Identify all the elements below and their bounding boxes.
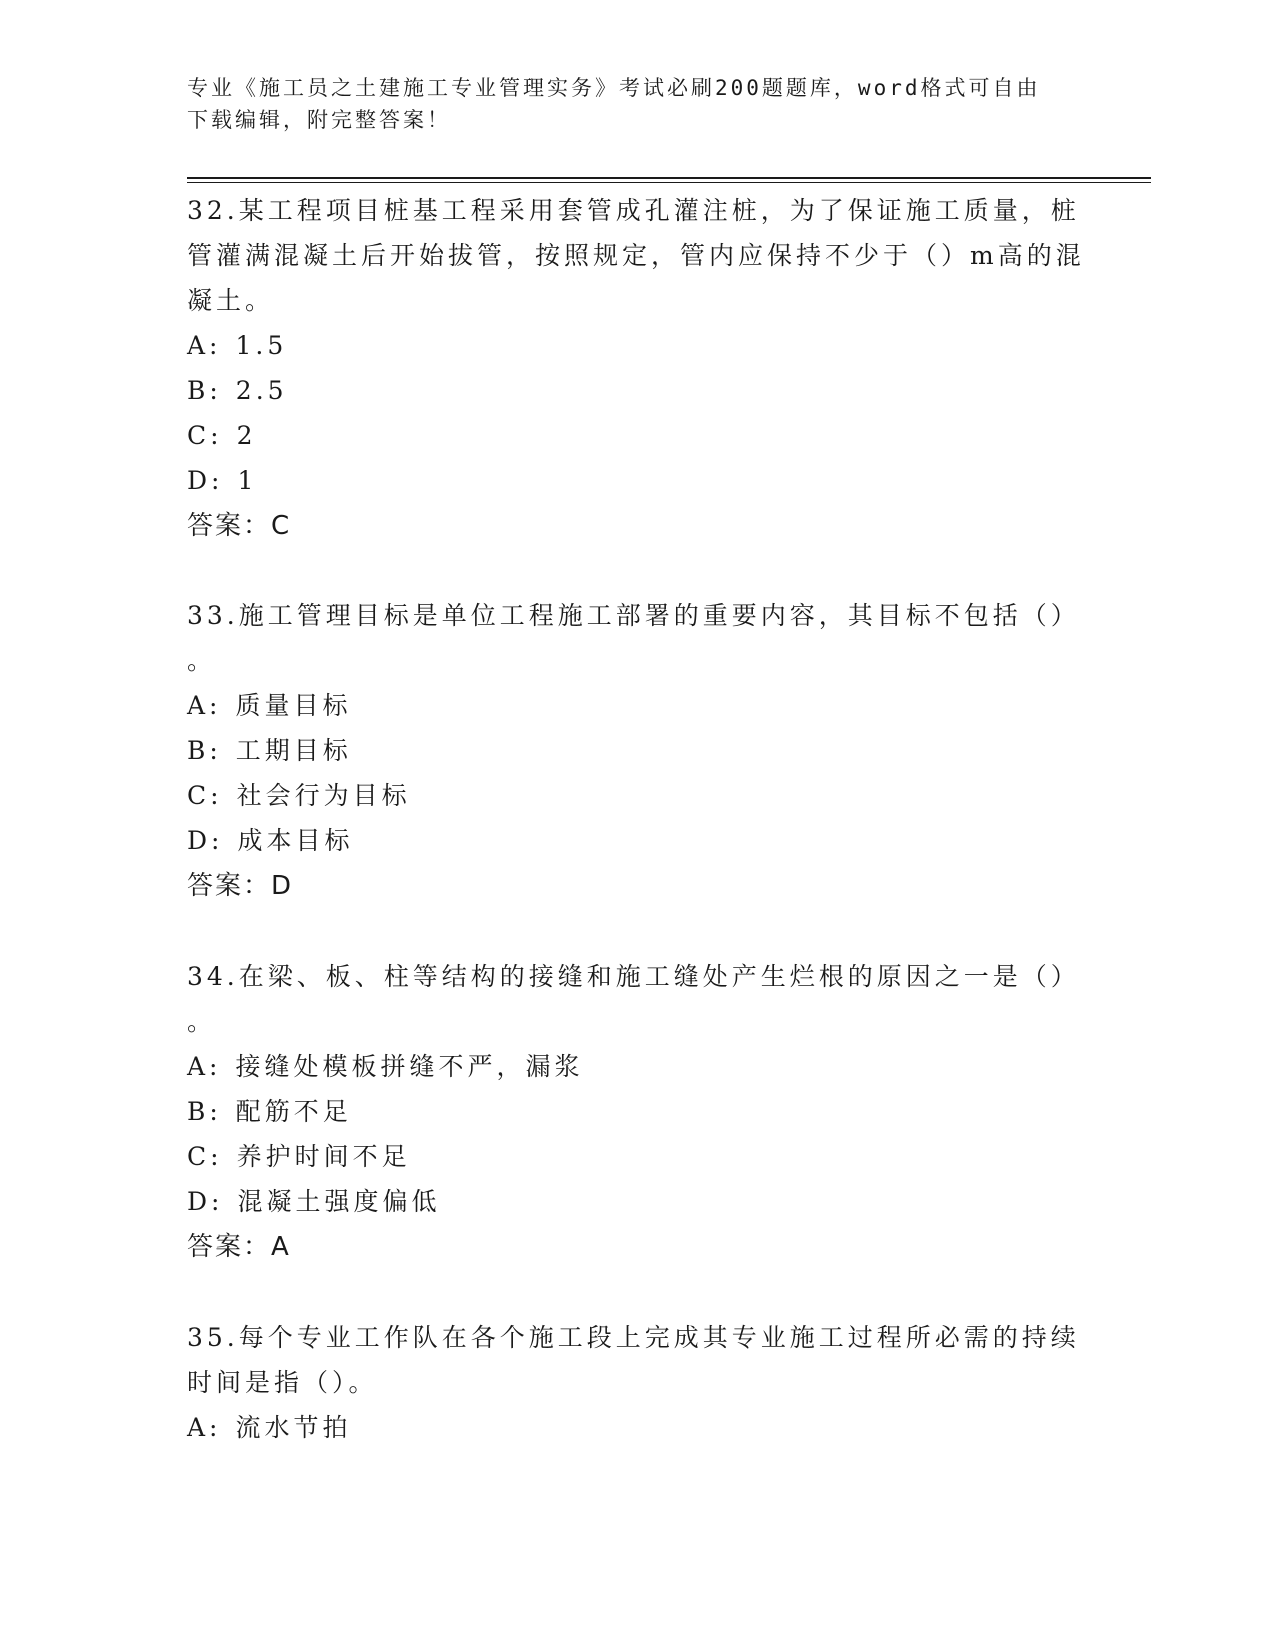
option-a	[187, 683, 1087, 728]
option-c	[187, 773, 1087, 818]
option-text: 养护时间不足	[236, 1142, 411, 1171]
question-stem-line: 35.每个专业工作队在各个施工段上完成其专业施工过程所必需的持续	[187, 1323, 1080, 1352]
option-text: 1.5	[235, 331, 288, 360]
option-a	[187, 1405, 1087, 1450]
question-stem-line: 33.施工管理目标是单位工程施工部署的重要内容，其目标不包括（）	[187, 601, 1080, 630]
option-text: 2.5	[235, 376, 288, 405]
header-divider-thin	[187, 182, 1151, 183]
question-stem-line: 时间是指（）。	[187, 1368, 378, 1397]
option-d	[187, 458, 1087, 503]
option-letter: D:	[187, 1187, 224, 1216]
option-letter: D:	[187, 466, 224, 495]
question-34	[187, 954, 1087, 1270]
option-letter: A:	[187, 1052, 222, 1081]
option-b	[187, 1089, 1087, 1134]
option-letter: B:	[187, 376, 222, 405]
document-header	[187, 72, 1067, 136]
option-text: 2	[236, 421, 257, 450]
option-letter: B:	[187, 736, 222, 765]
answer-line: 答案：D	[187, 871, 294, 901]
option-letter: B:	[187, 1097, 222, 1126]
option-text: 1	[237, 466, 258, 495]
question-33	[187, 593, 1087, 909]
question-stem-line: 。	[187, 1007, 217, 1036]
option-text: 工期目标	[235, 736, 352, 765]
option-a	[187, 323, 1087, 368]
question-stem-line: 管灌满混凝土后开始拔管，按照规定，管内应保持不少于（）m高的混	[187, 241, 1085, 270]
answer-line: 答案：C	[187, 511, 292, 541]
option-text: 社会行为目标	[236, 781, 411, 810]
header-line-2: 下载编辑，附完整答案！	[187, 108, 451, 132]
option-letter: A:	[187, 331, 222, 360]
answer-line: 答案：A	[187, 1232, 291, 1262]
option-text: 接缝处模板拼缝不严，漏浆	[235, 1052, 584, 1081]
header-divider-thick	[187, 177, 1151, 179]
question-stem-line: 32.某工程项目桩基工程采用套管成孔灌注桩，为了保证施工质量，桩	[187, 196, 1080, 225]
option-c	[187, 1134, 1087, 1179]
question-stem-line: 34.在梁、板、柱等结构的接缝和施工缝处产生烂根的原因之一是（）	[187, 962, 1080, 991]
option-letter: C:	[187, 781, 223, 810]
option-letter: A:	[187, 691, 222, 720]
option-text: 成本目标	[237, 826, 354, 855]
option-b	[187, 368, 1087, 413]
option-text: 流水节拍	[235, 1413, 352, 1442]
option-c	[187, 413, 1087, 458]
question-35	[187, 1315, 1087, 1450]
option-text: 质量目标	[235, 691, 352, 720]
header-line-1: 专业《施工员之土建施工专业管理实务》考试必刷200题题库，word格式可自由	[187, 76, 1041, 100]
option-a	[187, 1044, 1087, 1089]
option-d	[187, 1179, 1087, 1224]
option-letter: C:	[187, 421, 223, 450]
question-stem-line: 。	[187, 646, 217, 675]
option-d	[187, 818, 1087, 863]
option-letter: C:	[187, 1142, 223, 1171]
option-letter: D:	[187, 826, 224, 855]
option-b	[187, 728, 1087, 773]
option-text: 混凝土强度偏低	[237, 1187, 441, 1216]
question-32	[187, 188, 1087, 549]
option-letter: A:	[187, 1413, 222, 1442]
option-text: 配筋不足	[235, 1097, 352, 1126]
question-stem-line: 凝土。	[187, 286, 275, 315]
